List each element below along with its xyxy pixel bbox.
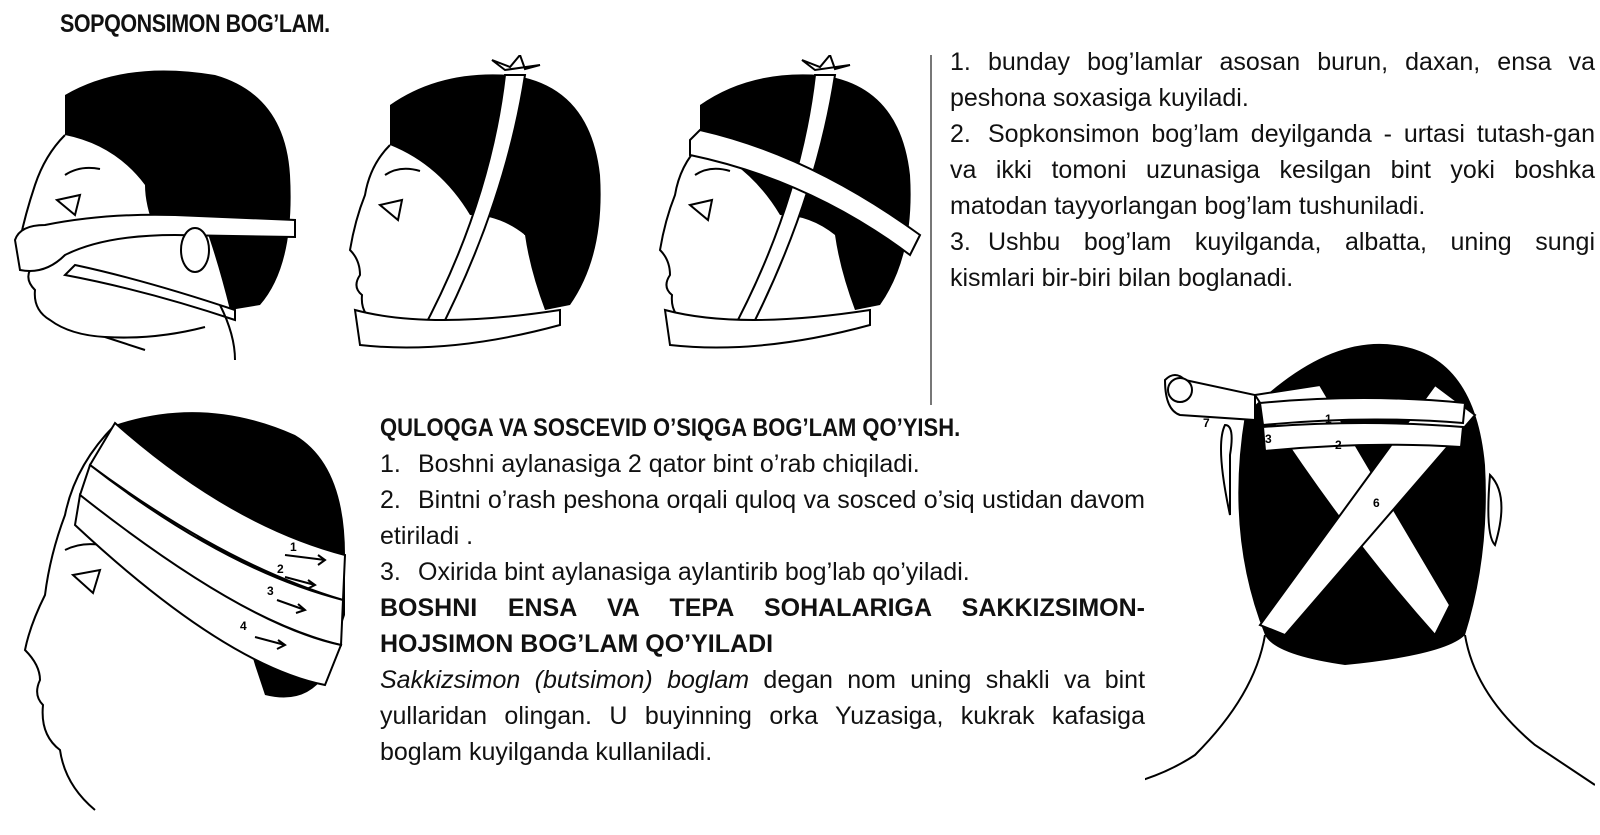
ear-bandage-figure: [5, 405, 355, 815]
turn-label-3: 3: [267, 584, 274, 598]
list-item: 2. Bintni o’rash peshona orqali quloq va sosced o’siq ustidan davom etiriladi .: [380, 486, 1145, 550]
sling-bandage-figure-1: [5, 65, 310, 365]
list-item: 1. Boshni aylanasiga 2 qator bint o’rab chiqiladi.: [380, 450, 920, 478]
turn-label-2: 2: [277, 562, 284, 576]
turn-label-3b: 3: [1265, 432, 1272, 446]
turn-label-6b: 6: [1373, 496, 1380, 510]
turn-label-5b: 5: [1257, 469, 1264, 483]
list-item: 2. Sopkonsimon bog’lam deyilganda - urtasi tutash-gan va ikki tomoni uzunasiga kesilgan bint yoki boshka matodan tayyorlangan bog’lam tushuniladi.: [950, 120, 1595, 220]
section-heading: QULOQGA VA SOSCEVID O’SIQGA BOG’LAM QO’YISH.: [380, 414, 961, 442]
sling-bandage-figure-3: [640, 55, 930, 370]
section-heading-2: BOSHNI ENSA VA TEPA SOHALARIGA SAKKIZSIMON-HOJSIMON BOG’LAM QO’YILADI: [380, 594, 1145, 658]
sling-bandage-figure-2: [330, 55, 620, 370]
turn-label-7: 7: [1203, 416, 1210, 430]
figure-eight-bandage-figure: [1145, 335, 1595, 805]
section-body: Sakkizsimon (butsimon) boglam degan nom uning shakli va bint yullaridan olingan. U buyinning orka Yuzasiga, kukrak kafasiga boglam kuyilganda kullaniladi.: [380, 666, 1146, 766]
list-item: 3. Ushbu bog’lam kuyilganda, albatta, uning sungi kismlari bir-biri bilan boglanadi.: [950, 228, 1595, 292]
sling-bandage-description: [950, 44, 1595, 296]
list-item: 1. bunday bog’lamlar asosan burun, daxan, ensa va peshona soxasiga kuyiladi.: [950, 48, 1595, 112]
turn-label-1b: 1: [1325, 412, 1332, 426]
turn-label-4b: 4: [1405, 504, 1412, 518]
list-item: 3. Oxirida bint aylanasiga aylantirib bog’lab qo’yiladi.: [380, 558, 970, 586]
column-divider: [930, 55, 932, 405]
ear-bandage-section: [380, 410, 1145, 770]
page-title: SOPQONSIMON BOG’LAM.: [59, 10, 330, 38]
turn-label-1: 1: [290, 540, 297, 554]
turn-label-4: 4: [240, 619, 247, 633]
turn-label-2b: 2: [1335, 438, 1342, 452]
